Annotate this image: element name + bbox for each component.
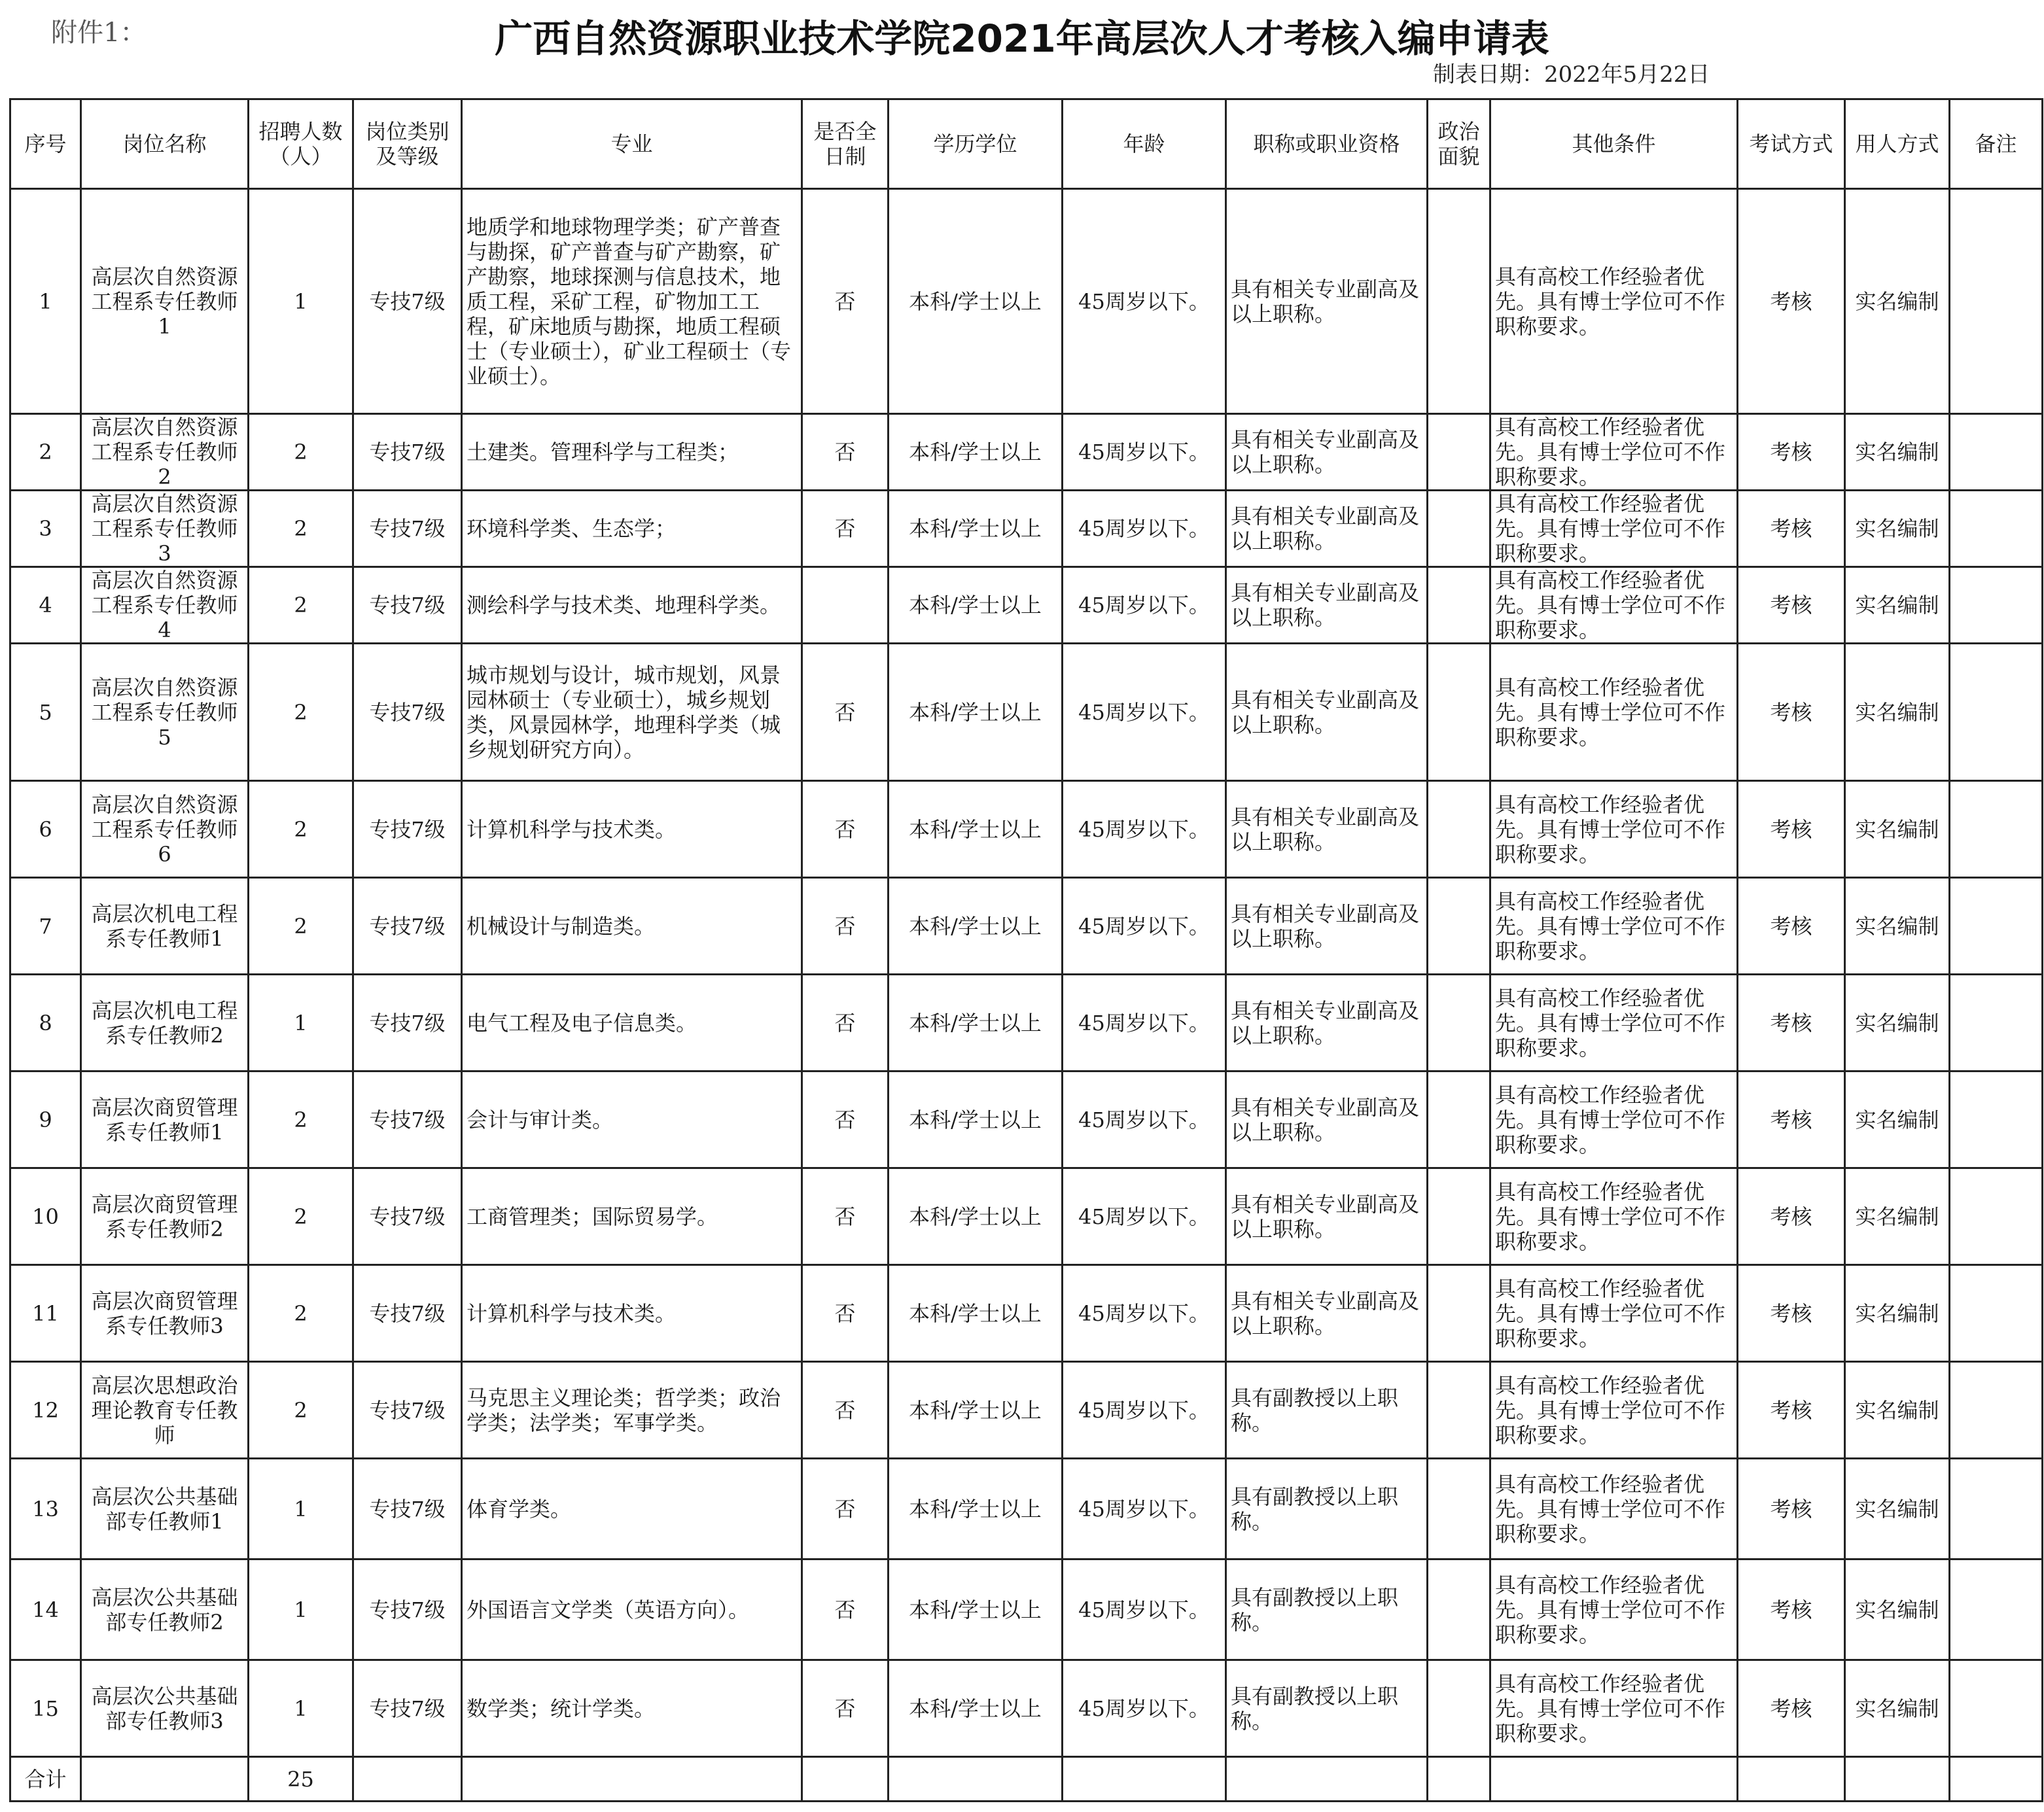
col-header: 是否全日制: [802, 99, 889, 189]
title-requirement: 具有相关专业副高及以上职称。: [1226, 1168, 1428, 1265]
position-level: 专技7级: [353, 878, 462, 975]
row-number: 15: [10, 1660, 81, 1757]
age-requirement: 45周岁以下。: [1063, 975, 1226, 1072]
position-name: 高层次公共基础部专任教师3: [81, 1660, 249, 1757]
empty-cell: [1845, 1757, 1950, 1802]
age-requirement: 45周岁以下。: [1063, 567, 1226, 644]
other-conditions: 具有高校工作经验者优先。具有博士学位可不作职称要求。: [1490, 567, 1738, 644]
fulltime-flag: 否: [802, 189, 889, 414]
hiring-count: 1: [249, 1660, 353, 1757]
table-body: [10, 189, 2043, 1802]
exam-method: 考核: [1738, 491, 1845, 567]
table-row: [10, 1168, 2043, 1265]
major-requirement: 测绘科学与技术类、地理科学类。: [462, 567, 802, 644]
table-date: 制表日期：2022年5月22日: [1433, 61, 1710, 88]
degree-requirement: 本科/学士以上: [889, 781, 1063, 878]
position-name: 高层次自然资源工程系专任教师2: [81, 414, 249, 491]
political-status: [1428, 414, 1490, 491]
empty-cell: [1490, 1757, 1738, 1802]
row-number: 3: [10, 491, 81, 567]
position-level: 专技7级: [353, 1072, 462, 1168]
major-requirement: 地质学和地球物理学类；矿产普查与勘探，矿产普查与矿产勘察，矿产勘察，地球探测与信息技术，地质工程，采矿工程，矿物加工工程，矿床地质与勘探，地质工程硕士（专业硕士），矿业工程硕士（专业硕士）。: [462, 189, 802, 414]
table-row: [10, 1459, 2043, 1559]
title-requirement: 具有相关专业副高及以上职称。: [1226, 644, 1428, 781]
position-level: 专技7级: [353, 1265, 462, 1362]
age-requirement: 45周岁以下。: [1063, 189, 1226, 414]
political-status: [1428, 644, 1490, 781]
political-status: [1428, 1362, 1490, 1459]
empty-cell: [353, 1757, 462, 1802]
position-level: 专技7级: [353, 781, 462, 878]
degree-requirement: 本科/学士以上: [889, 567, 1063, 644]
col-header: 年龄: [1063, 99, 1226, 189]
row-number: 2: [10, 414, 81, 491]
degree-requirement: 本科/学士以上: [889, 975, 1063, 1072]
political-status: [1428, 1660, 1490, 1757]
degree-requirement: 本科/学士以上: [889, 491, 1063, 567]
document-title: 广西自然资源职业技术学院2021年高层次人才考核入编申请表: [495, 16, 1549, 61]
position-level: 专技7级: [353, 1362, 462, 1459]
remarks: [1950, 1660, 2043, 1757]
age-requirement: 45周岁以下。: [1063, 1168, 1226, 1265]
hiring-count: 2: [249, 491, 353, 567]
exam-method: 考核: [1738, 1072, 1845, 1168]
hiring-count: 2: [249, 414, 353, 491]
major-requirement: 机械设计与制造类。: [462, 878, 802, 975]
hiring-count: 2: [249, 1265, 353, 1362]
hiring-count: 1: [249, 1559, 353, 1660]
title-requirement: 具有相关专业副高及以上职称。: [1226, 781, 1428, 878]
position-level: 专技7级: [353, 1559, 462, 1660]
position-name: 高层次机电工程系专任教师1: [81, 878, 249, 975]
table-row: [10, 567, 2043, 644]
position-name: 高层次自然资源工程系专任教师1: [81, 189, 249, 414]
table-row: [10, 975, 2043, 1072]
row-number: 8: [10, 975, 81, 1072]
row-number: 4: [10, 567, 81, 644]
age-requirement: 45周岁以下。: [1063, 1459, 1226, 1559]
row-number: 1: [10, 189, 81, 414]
employment-method: 实名编制: [1845, 878, 1950, 975]
age-requirement: 45周岁以下。: [1063, 1362, 1226, 1459]
exam-method: 考核: [1738, 567, 1845, 644]
political-status: [1428, 1072, 1490, 1168]
political-status: [1428, 189, 1490, 414]
degree-requirement: 本科/学士以上: [889, 644, 1063, 781]
exam-method: 考核: [1738, 975, 1845, 1072]
remarks: [1950, 1362, 2043, 1459]
position-level: 专技7级: [353, 975, 462, 1072]
row-number: 9: [10, 1072, 81, 1168]
fulltime-flag: 否: [802, 1559, 889, 1660]
remarks: [1950, 1559, 2043, 1660]
age-requirement: 45周岁以下。: [1063, 878, 1226, 975]
col-header: 招聘人数（人）: [249, 99, 353, 189]
major-requirement: 城市规划与设计，城市规划，风景园林硕士（专业硕士），城乡规划类，风景园林学，地理科学类（城乡规划研究方向）。: [462, 644, 802, 781]
application-table: [9, 98, 2043, 1802]
title-requirement: 具有相关专业副高及以上职称。: [1226, 414, 1428, 491]
hiring-count: 2: [249, 781, 353, 878]
position-level: 专技7级: [353, 189, 462, 414]
row-number: 5: [10, 644, 81, 781]
empty-cell: [81, 1757, 249, 1802]
other-conditions: 具有高校工作经验者优先。具有博士学位可不作职称要求。: [1490, 975, 1738, 1072]
col-header: 政治面貌: [1428, 99, 1490, 189]
fulltime-flag: 否: [802, 1168, 889, 1265]
employment-method: 实名编制: [1845, 644, 1950, 781]
position-name: 高层次思想政治理论教育专任教师: [81, 1362, 249, 1459]
remarks: [1950, 878, 2043, 975]
table-row: [10, 644, 2043, 781]
fulltime-flag: [802, 567, 889, 644]
col-header: 岗位类别及等级: [353, 99, 462, 189]
age-requirement: 45周岁以下。: [1063, 644, 1226, 781]
attachment-label: 附件1：: [51, 18, 147, 48]
employment-method: 实名编制: [1845, 1660, 1950, 1757]
position-level: 专技7级: [353, 567, 462, 644]
fulltime-flag: 否: [802, 781, 889, 878]
age-requirement: 45周岁以下。: [1063, 1265, 1226, 1362]
employment-method: 实名编制: [1845, 975, 1950, 1072]
other-conditions: 具有高校工作经验者优先。具有博士学位可不作职称要求。: [1490, 644, 1738, 781]
table-row: [10, 781, 2043, 878]
age-requirement: 45周岁以下。: [1063, 1559, 1226, 1660]
major-requirement: 数学类；统计学类。: [462, 1660, 802, 1757]
position-name: 高层次公共基础部专任教师2: [81, 1559, 249, 1660]
major-requirement: 会计与审计类。: [462, 1072, 802, 1168]
fulltime-flag: 否: [802, 414, 889, 491]
employment-method: 实名编制: [1845, 491, 1950, 567]
age-requirement: 45周岁以下。: [1063, 1072, 1226, 1168]
exam-method: 考核: [1738, 1168, 1845, 1265]
exam-method: 考核: [1738, 1559, 1845, 1660]
hiring-count: 2: [249, 878, 353, 975]
exam-method: 考核: [1738, 1459, 1845, 1559]
major-requirement: 土建类。管理科学与工程类；: [462, 414, 802, 491]
degree-requirement: 本科/学士以上: [889, 1072, 1063, 1168]
major-requirement: 外国语言文学类（英语方向）。: [462, 1559, 802, 1660]
title-requirement: 具有相关专业副高及以上职称。: [1226, 1265, 1428, 1362]
political-status: [1428, 975, 1490, 1072]
position-name: 高层次自然资源工程系专任教师6: [81, 781, 249, 878]
remarks: [1950, 491, 2043, 567]
employment-method: 实名编制: [1845, 1362, 1950, 1459]
remarks: [1950, 975, 2043, 1072]
hiring-count: 2: [249, 1362, 353, 1459]
major-requirement: 体育学类。: [462, 1459, 802, 1559]
fulltime-flag: 否: [802, 491, 889, 567]
exam-method: 考核: [1738, 1362, 1845, 1459]
employment-method: 实名编制: [1845, 567, 1950, 644]
empty-cell: [462, 1757, 802, 1802]
other-conditions: 具有高校工作经验者优先。具有博士学位可不作职称要求。: [1490, 781, 1738, 878]
empty-cell: [889, 1757, 1063, 1802]
political-status: [1428, 781, 1490, 878]
age-requirement: 45周岁以下。: [1063, 414, 1226, 491]
hiring-count: 1: [249, 189, 353, 414]
major-requirement: 马克思主义理论类；哲学类；政治学类；法学类；军事学类。: [462, 1362, 802, 1459]
title-requirement: 具有相关专业副高及以上职称。: [1226, 189, 1428, 414]
political-status: [1428, 491, 1490, 567]
degree-requirement: 本科/学士以上: [889, 1459, 1063, 1559]
position-name: 高层次机电工程系专任教师2: [81, 975, 249, 1072]
col-header: 专业: [462, 99, 802, 189]
other-conditions: 具有高校工作经验者优先。具有博士学位可不作职称要求。: [1490, 414, 1738, 491]
other-conditions: 具有高校工作经验者优先。具有博士学位可不作职称要求。: [1490, 1168, 1738, 1265]
major-requirement: 环境科学类、生态学；: [462, 491, 802, 567]
table-row: [10, 189, 2043, 414]
title-requirement: 具有相关专业副高及以上职称。: [1226, 567, 1428, 644]
other-conditions: 具有高校工作经验者优先。具有博士学位可不作职称要求。: [1490, 189, 1738, 414]
total-row: [10, 1757, 2043, 1802]
other-conditions: 具有高校工作经验者优先。具有博士学位可不作职称要求。: [1490, 1072, 1738, 1168]
political-status: [1428, 878, 1490, 975]
major-requirement: 电气工程及电子信息类。: [462, 975, 802, 1072]
table-row: [10, 1265, 2043, 1362]
major-requirement: 工商管理类；国际贸易学。: [462, 1168, 802, 1265]
other-conditions: 具有高校工作经验者优先。具有博士学位可不作职称要求。: [1490, 878, 1738, 975]
exam-method: 考核: [1738, 644, 1845, 781]
employment-method: 实名编制: [1845, 1265, 1950, 1362]
position-level: 专技7级: [353, 1459, 462, 1559]
col-header: 备注: [1950, 99, 2043, 189]
remarks: [1950, 1072, 2043, 1168]
position-level: 专技7级: [353, 1168, 462, 1265]
other-conditions: 具有高校工作经验者优先。具有博士学位可不作职称要求。: [1490, 491, 1738, 567]
fulltime-flag: 否: [802, 1072, 889, 1168]
table-row: [10, 1559, 2043, 1660]
row-number: 12: [10, 1362, 81, 1459]
col-header: 序号: [10, 99, 81, 189]
political-status: [1428, 567, 1490, 644]
col-header: 学历学位: [889, 99, 1063, 189]
position-level: 专技7级: [353, 491, 462, 567]
position-name: 高层次商贸管理系专任教师2: [81, 1168, 249, 1265]
row-number: 10: [10, 1168, 81, 1265]
title-requirement: 具有副教授以上职称。: [1226, 1362, 1428, 1459]
position-level: 专技7级: [353, 1660, 462, 1757]
col-header: 考试方式: [1738, 99, 1845, 189]
empty-cell: [802, 1757, 889, 1802]
row-number: 14: [10, 1559, 81, 1660]
political-status: [1428, 1168, 1490, 1265]
exam-method: 考核: [1738, 878, 1845, 975]
empty-cell: [1226, 1757, 1428, 1802]
fulltime-flag: 否: [802, 1459, 889, 1559]
empty-cell: [1428, 1757, 1490, 1802]
exam-method: 考核: [1738, 781, 1845, 878]
remarks: [1950, 644, 2043, 781]
political-status: [1428, 1265, 1490, 1362]
position-name: 高层次自然资源工程系专任教师3: [81, 491, 249, 567]
table-row: [10, 1362, 2043, 1459]
title-requirement: 具有相关专业副高及以上职称。: [1226, 878, 1428, 975]
degree-requirement: 本科/学士以上: [889, 1559, 1063, 1660]
title-requirement: 具有相关专业副高及以上职称。: [1226, 1072, 1428, 1168]
remarks: [1950, 1168, 2043, 1265]
title-requirement: 具有相关专业副高及以上职称。: [1226, 975, 1428, 1072]
title-requirement: 具有副教授以上职称。: [1226, 1559, 1428, 1660]
table-row: [10, 414, 2043, 491]
title-requirement: 具有副教授以上职称。: [1226, 1660, 1428, 1757]
remarks: [1950, 1265, 2043, 1362]
remarks: [1950, 567, 2043, 644]
row-number: 7: [10, 878, 81, 975]
employment-method: 实名编制: [1845, 1559, 1950, 1660]
table-row: [10, 491, 2043, 567]
exam-method: 考核: [1738, 1265, 1845, 1362]
fulltime-flag: 否: [802, 1362, 889, 1459]
remarks: [1950, 781, 2043, 878]
age-requirement: 45周岁以下。: [1063, 1660, 1226, 1757]
other-conditions: 具有高校工作经验者优先。具有博士学位可不作职称要求。: [1490, 1559, 1738, 1660]
remarks: [1950, 189, 2043, 414]
other-conditions: 具有高校工作经验者优先。具有博士学位可不作职称要求。: [1490, 1660, 1738, 1757]
row-number: 11: [10, 1265, 81, 1362]
col-header: 其他条件: [1490, 99, 1738, 189]
table-row: [10, 878, 2043, 975]
degree-requirement: 本科/学士以上: [889, 878, 1063, 975]
fulltime-flag: 否: [802, 878, 889, 975]
employment-method: 实名编制: [1845, 414, 1950, 491]
hiring-count: 1: [249, 975, 353, 1072]
position-level: 专技7级: [353, 644, 462, 781]
empty-cell: [1738, 1757, 1845, 1802]
other-conditions: 具有高校工作经验者优先。具有博士学位可不作职称要求。: [1490, 1362, 1738, 1459]
age-requirement: 45周岁以下。: [1063, 781, 1226, 878]
position-level: 专技7级: [353, 414, 462, 491]
exam-method: 考核: [1738, 189, 1845, 414]
title-requirement: 具有相关专业副高及以上职称。: [1226, 491, 1428, 567]
age-requirement: 45周岁以下。: [1063, 491, 1226, 567]
employment-method: 实名编制: [1845, 781, 1950, 878]
employment-method: 实名编制: [1845, 189, 1950, 414]
empty-cell: [1063, 1757, 1226, 1802]
major-requirement: 计算机科学与技术类。: [462, 781, 802, 878]
table-row: [10, 1072, 2043, 1168]
other-conditions: 具有高校工作经验者优先。具有博士学位可不作职称要求。: [1490, 1265, 1738, 1362]
degree-requirement: 本科/学士以上: [889, 1660, 1063, 1757]
table-row: [10, 1660, 2043, 1757]
employment-method: 实名编制: [1845, 1072, 1950, 1168]
title-requirement: 具有副教授以上职称。: [1226, 1459, 1428, 1559]
position-name: 高层次公共基础部专任教师1: [81, 1459, 249, 1559]
table-header-row: [10, 99, 2043, 189]
employment-method: 实名编制: [1845, 1459, 1950, 1559]
total-label: 合计: [10, 1757, 81, 1802]
col-header: 职称或职业资格: [1226, 99, 1428, 189]
col-header: 岗位名称: [81, 99, 249, 189]
position-name: 高层次自然资源工程系专任教师4: [81, 567, 249, 644]
fulltime-flag: 否: [802, 1660, 889, 1757]
political-status: [1428, 1559, 1490, 1660]
major-requirement: 计算机科学与技术类。: [462, 1265, 802, 1362]
fulltime-flag: 否: [802, 1265, 889, 1362]
col-header: 用人方式: [1845, 99, 1950, 189]
hiring-count: 2: [249, 644, 353, 781]
position-name: 高层次商贸管理系专任教师3: [81, 1265, 249, 1362]
row-number: 13: [10, 1459, 81, 1559]
political-status: [1428, 1459, 1490, 1559]
hiring-count: 2: [249, 1168, 353, 1265]
fulltime-flag: 否: [802, 975, 889, 1072]
degree-requirement: 本科/学士以上: [889, 1168, 1063, 1265]
degree-requirement: 本科/学士以上: [889, 1265, 1063, 1362]
degree-requirement: 本科/学士以上: [889, 1362, 1063, 1459]
hiring-count: 1: [249, 1459, 353, 1559]
fulltime-flag: 否: [802, 644, 889, 781]
employment-method: 实名编制: [1845, 1168, 1950, 1265]
hiring-count: 2: [249, 1072, 353, 1168]
other-conditions: 具有高校工作经验者优先。具有博士学位可不作职称要求。: [1490, 1459, 1738, 1559]
degree-requirement: 本科/学士以上: [889, 414, 1063, 491]
total-count: 25: [249, 1757, 353, 1802]
exam-method: 考核: [1738, 1660, 1845, 1757]
row-number: 6: [10, 781, 81, 878]
remarks: [1950, 1459, 2043, 1559]
position-name: 高层次自然资源工程系专任教师5: [81, 644, 249, 781]
exam-method: 考核: [1738, 414, 1845, 491]
position-name: 高层次商贸管理系专任教师1: [81, 1072, 249, 1168]
hiring-count: 2: [249, 567, 353, 644]
degree-requirement: 本科/学士以上: [889, 189, 1063, 414]
remarks: [1950, 414, 2043, 491]
empty-cell: [1950, 1757, 2043, 1802]
